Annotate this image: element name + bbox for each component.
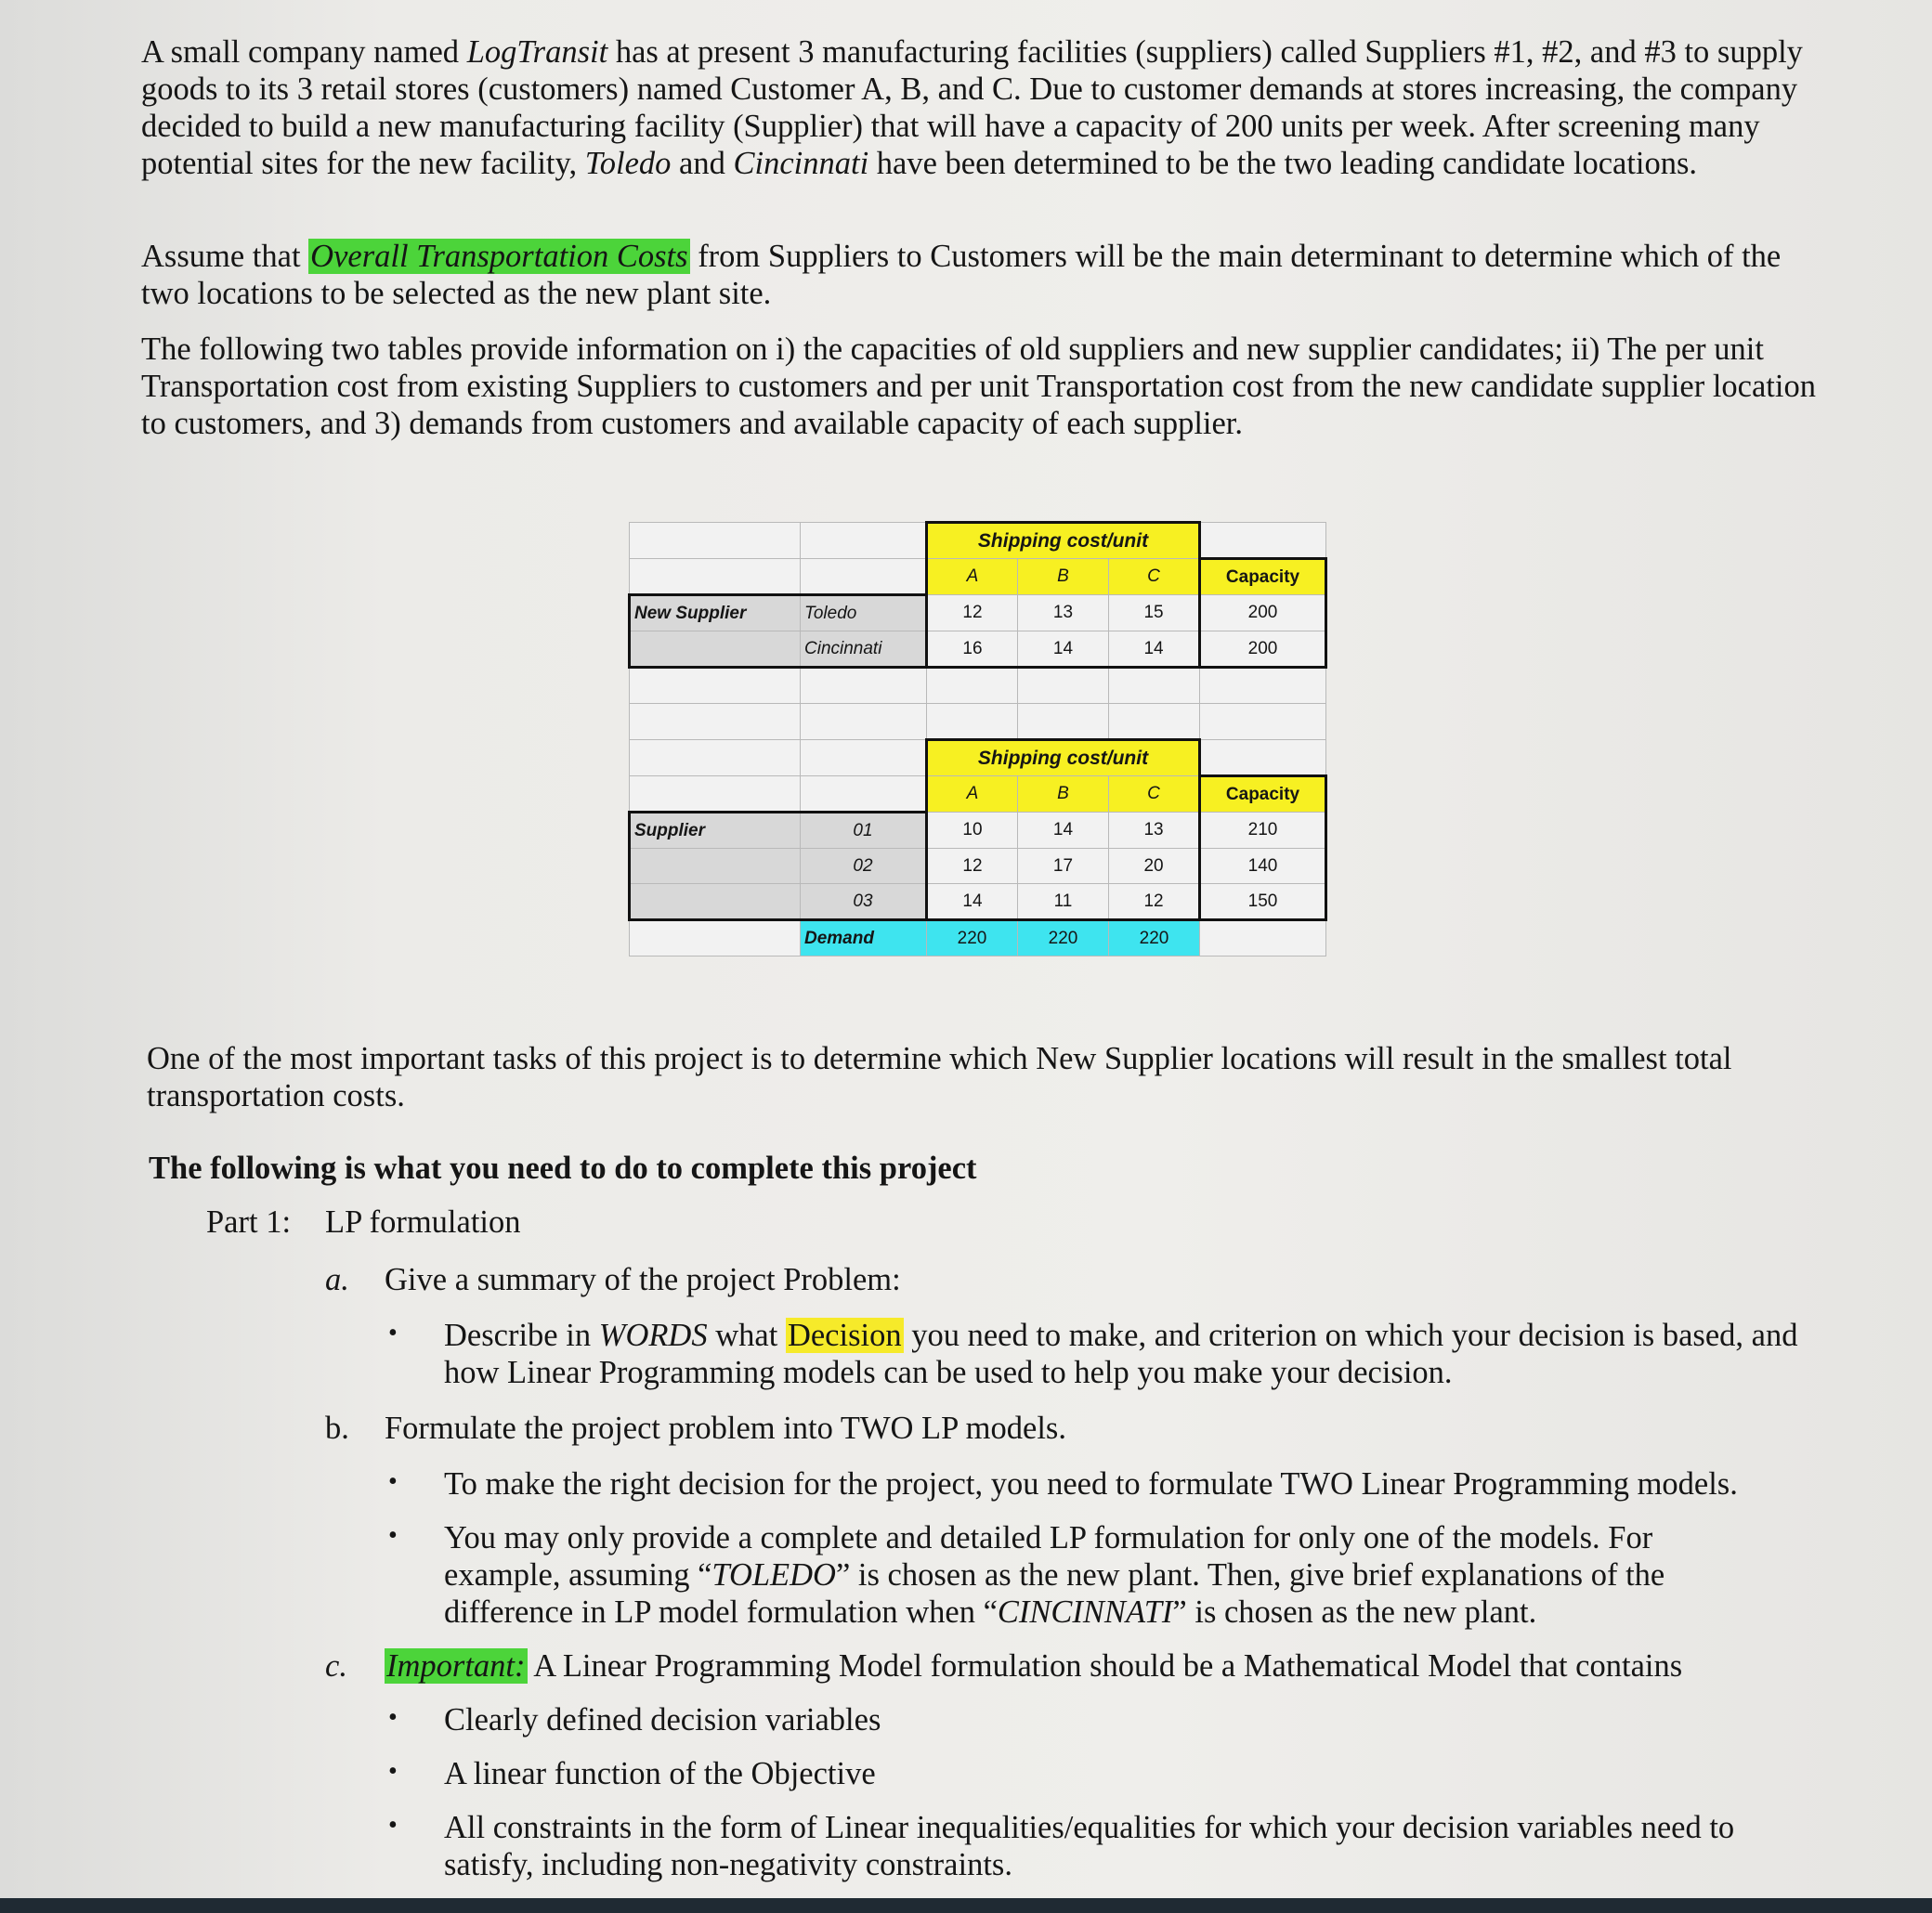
green-highlight: Important:	[386, 1648, 526, 1684]
bottom-edge	[0, 1898, 1932, 1913]
table1-header: Shipping cost/unit	[927, 523, 1200, 559]
intro-paragraph-1: A small company named LogTransit has at present 3 manufacturing facilities (suppliers) called Suppliers #1, #2, and #3 to supply goods to its 3 retail stores (customers) named Customer A, B, and C. Due to customer demands at stores increasing, the company decided to build a new manufacturing facility (Supplier) that will have a capacity of 200 units per week. After screening many potential sites for the new facility, Toledo and Cincinnati have been determined to be the two leading candidate locations.	[141, 34, 1803, 181]
table1-capacity: 200	[1200, 631, 1326, 668]
bullet-icon: •	[388, 1467, 398, 1496]
table2-cell: 11	[1018, 884, 1109, 920]
item-a-label: a.	[325, 1262, 349, 1297]
item-a-text: Give a summary of the project Problem:	[385, 1262, 901, 1297]
bullet-icon: •	[388, 1521, 398, 1550]
table2-cell: 14	[1018, 813, 1109, 849]
table1-capacity: 200	[1200, 595, 1326, 631]
green-highlight: Overall Transportation Costs	[310, 239, 688, 274]
project-heading: The following is what you need to do to complete this project	[149, 1151, 977, 1186]
spreadsheet-tables	[628, 521, 1325, 956]
item-c-bullet-3: All constraints in the form of Linear inequalities/equalities for which your decision variables need to satisfy, including non-negativity constraints.	[444, 1810, 1735, 1882]
table2-row-02: 02	[801, 849, 927, 884]
table2-col-a: A	[927, 776, 1018, 813]
intro-paragraph-3: The following two tables provide information on i) the capacities of old suppliers and new supplier candidates; ii) The per unit Transportation cost from existing Suppliers to customers and per unit Transportation cost from the new candidate supplier location to customers, and 3) demands from customers and available capacity of each supplier.	[141, 332, 1816, 441]
table1-cell: 12	[927, 595, 1018, 631]
table2-cell: 20	[1109, 849, 1200, 884]
table2-capacity-label: Capacity	[1200, 776, 1326, 813]
bullet-icon: •	[388, 1811, 398, 1840]
item-b-label: b.	[325, 1411, 349, 1446]
table2-col-b: B	[1018, 776, 1109, 813]
table2-row-01: 01	[801, 813, 927, 849]
item-b-text: Formulate the project problem into TWO LP models.	[385, 1411, 1066, 1446]
table2-capacity: 140	[1200, 849, 1326, 884]
table1-row-cincinnati: Cincinnati	[801, 631, 927, 668]
table1-cell: 16	[927, 631, 1018, 668]
item-c-text: Important: A Linear Programming Model formulation should be a Mathematical Model that contains	[386, 1648, 1683, 1684]
table2-cell: 12	[1109, 884, 1200, 920]
table2-demand: 220	[927, 920, 1018, 956]
table1-col-a: A	[927, 559, 1018, 595]
item-b-bullet-1: To make the right decision for the project, you need to formulate TWO Linear Programming models.	[444, 1466, 1738, 1502]
table2-capacity: 210	[1200, 813, 1326, 849]
table2-header: Shipping cost/unit	[927, 740, 1200, 776]
item-c-label: c.	[325, 1648, 347, 1684]
bullet-icon: •	[388, 1703, 398, 1732]
table2-cell: 17	[1018, 849, 1109, 884]
bullet-icon: •	[388, 1319, 398, 1347]
table2-demand: 220	[1018, 920, 1109, 956]
bullet-icon: •	[388, 1757, 398, 1786]
table2-cell: 10	[927, 813, 1018, 849]
table2-demand-label: Demand	[801, 920, 927, 956]
table1-cell: 14	[1109, 631, 1200, 668]
item-c-bullet-2: A linear function of the Objective	[444, 1756, 876, 1791]
table2-demand: 220	[1109, 920, 1200, 956]
table1-capacity-label: Capacity	[1200, 559, 1326, 595]
table1-row-label: New Supplier	[630, 595, 801, 631]
table1-cell: 14	[1018, 631, 1109, 668]
task-paragraph: One of the most important tasks of this project is to determine which New Supplier locations will result in the smallest total transportation costs.	[147, 1041, 1732, 1113]
table1-col-c: C	[1109, 559, 1200, 595]
part1-title: LP formulation	[325, 1204, 521, 1240]
item-b-bullet-2: You may only provide a complete and detailed LP formulation for only one of the models. For example, assuming “TOLEDO” is chosen as the new plant. Then, give brief explanations of the difference in LP model formulation when “CINCINNATI” is chosen as the new plant.	[444, 1520, 1665, 1630]
table2-row-03: 03	[801, 884, 927, 920]
table2-cell: 12	[927, 849, 1018, 884]
table2-cell: 14	[927, 884, 1018, 920]
table1-cell: 13	[1018, 595, 1109, 631]
table2-cell: 13	[1109, 813, 1200, 849]
table2-col-c: C	[1109, 776, 1200, 813]
table2-capacity: 150	[1200, 884, 1326, 920]
item-a-bullet-1: Describe in WORDS what Decision you need to make, and criterion on which your decision is based, and how Linear Programming models can be used to help you make your decision.	[444, 1318, 1798, 1390]
yellow-highlight: Decision	[787, 1318, 902, 1353]
table1-cell: 15	[1109, 595, 1200, 631]
part1-label: Part 1:	[206, 1204, 292, 1240]
table2-row-label: Supplier	[630, 813, 801, 849]
table1-row-toledo: Toledo	[801, 595, 927, 631]
table1-col-b: B	[1018, 559, 1109, 595]
item-c-bullet-1: Clearly defined decision variables	[444, 1702, 881, 1737]
intro-paragraph-2: Assume that Overall Transportation Costs from Suppliers to Customers will be the main determinant to determine which of the two locations to be selected as the new plant site.	[141, 239, 1782, 311]
